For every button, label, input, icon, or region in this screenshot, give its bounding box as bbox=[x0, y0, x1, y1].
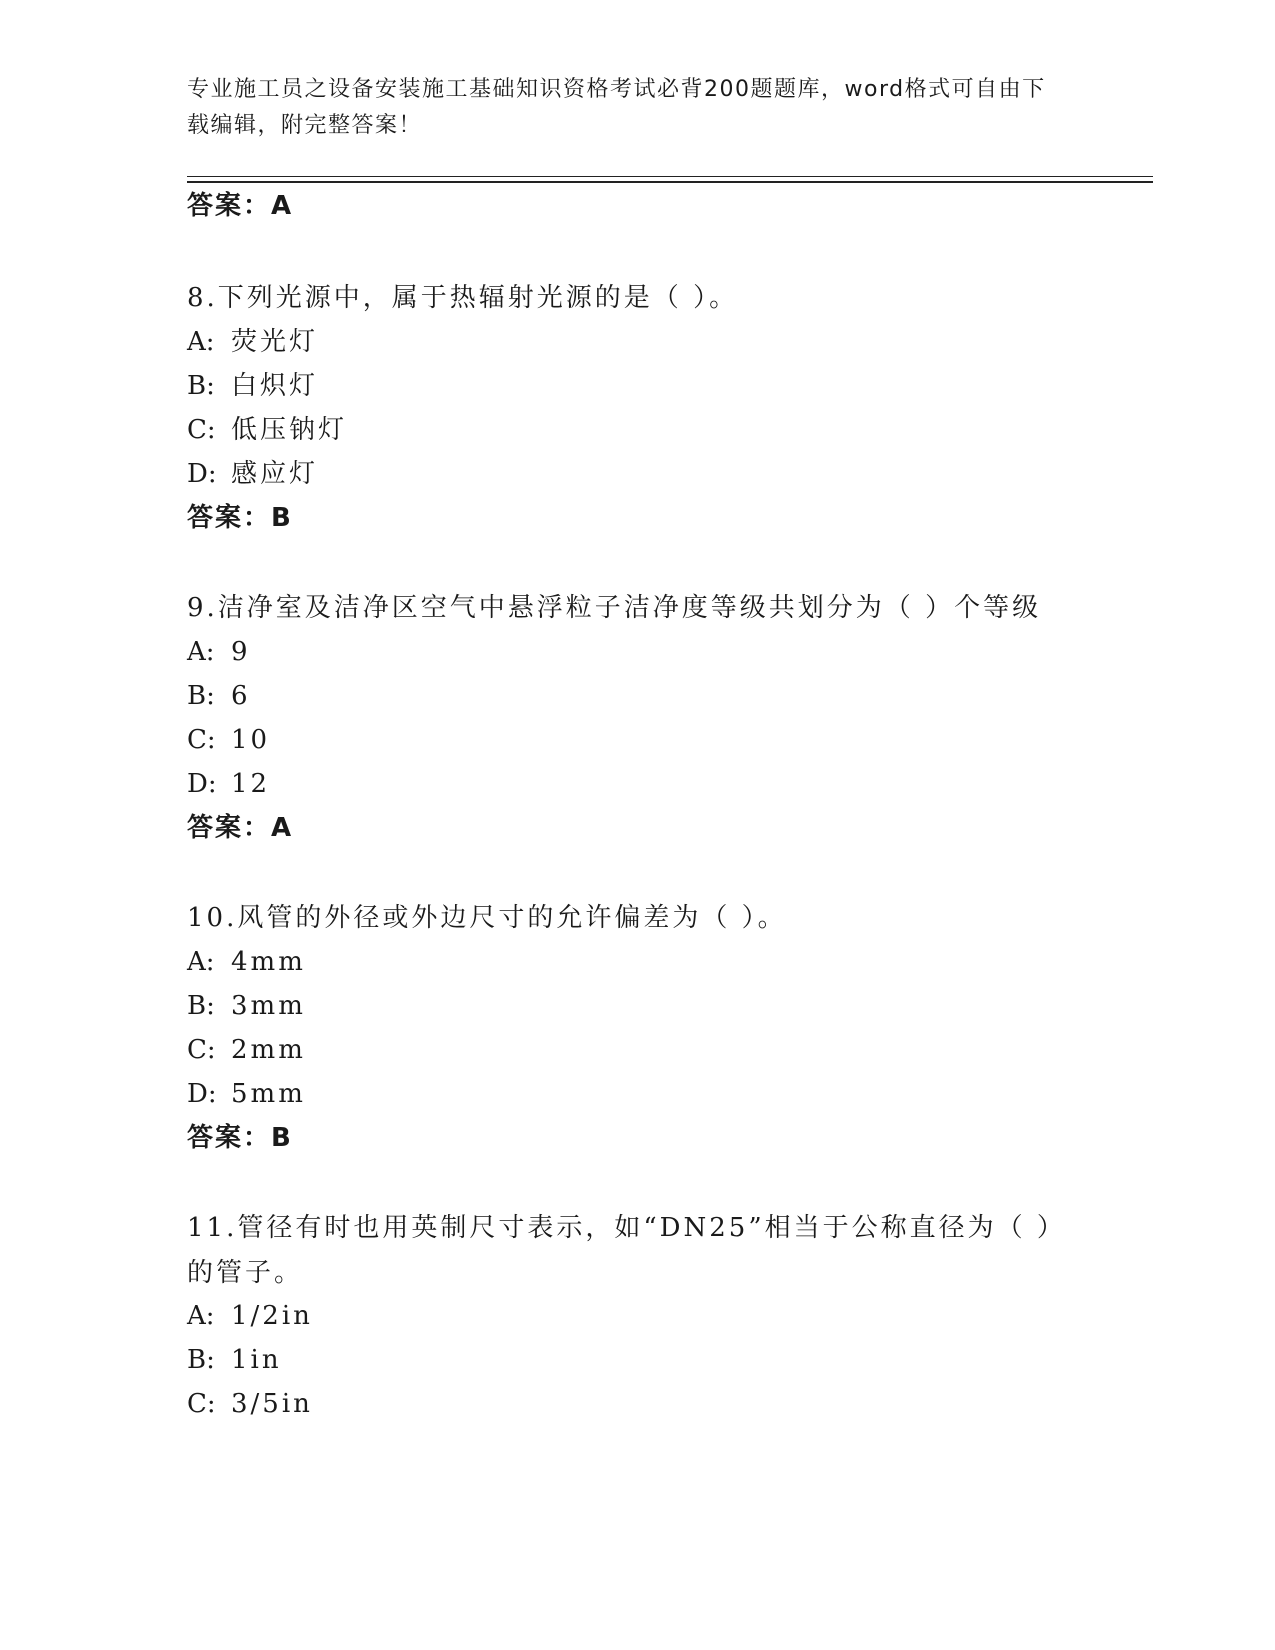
document-header: 专业施工员之设备安装施工基础知识资格考试必背200题题库，word格式可自由下载编辑，附完整答案！ bbox=[187, 77, 1046, 138]
option-text: 3/5in bbox=[231, 1389, 313, 1419]
option-text: 白炽灯 bbox=[231, 371, 319, 401]
option-letter: D: bbox=[187, 459, 217, 489]
question-9-text: 9.洁净室及洁净区空气中悬浮粒子洁净度等级共划分为（ ）个等级 bbox=[187, 593, 1042, 623]
question-9-option-d bbox=[187, 768, 270, 800]
option-letter: A: bbox=[187, 327, 215, 357]
question-8-option-c bbox=[187, 414, 347, 446]
option-text: 10 bbox=[231, 725, 271, 755]
option-letter: B: bbox=[187, 681, 215, 711]
option-letter: A: bbox=[187, 1301, 215, 1331]
option-text: 5mm bbox=[231, 1079, 306, 1109]
question-9-answer: 答案：A bbox=[187, 813, 294, 843]
option-text: 3mm bbox=[231, 991, 306, 1021]
option-text: 12 bbox=[231, 769, 271, 799]
question-8-option-b bbox=[187, 370, 318, 402]
question-11-text: 11.管径有时也用英制尺寸表示，如“DN25”相当于公称直径为（ ）的管子。 bbox=[187, 1213, 1066, 1288]
option-text: 低压钠灯 bbox=[231, 415, 348, 445]
question-8-text: 8.下列光源中，属于热辐射光源的是（ ）。 bbox=[187, 283, 739, 313]
option-letter: D: bbox=[187, 1079, 217, 1109]
question-10-option-a bbox=[187, 946, 306, 978]
option-text: 1/2in bbox=[231, 1301, 313, 1331]
option-letter: A: bbox=[187, 947, 215, 977]
question-11-option-c bbox=[187, 1388, 313, 1420]
question-8-answer: 答案：B bbox=[187, 503, 293, 533]
question-9-option-b bbox=[187, 680, 251, 712]
question-11-option-b bbox=[187, 1344, 282, 1376]
option-letter: C: bbox=[187, 1389, 216, 1419]
option-letter: C: bbox=[187, 415, 216, 445]
option-text: 2mm bbox=[231, 1035, 306, 1065]
option-text: 6 bbox=[231, 681, 251, 711]
option-text: 1in bbox=[231, 1345, 282, 1375]
option-letter: C: bbox=[187, 1035, 216, 1065]
question-8-option-d bbox=[187, 458, 318, 490]
header-rule-thin bbox=[187, 176, 1153, 177]
option-text: 9 bbox=[231, 637, 251, 667]
option-letter: B: bbox=[187, 371, 215, 401]
question-10-text: 10.风管的外径或外边尺寸的允许偏差为（ ）。 bbox=[187, 903, 787, 933]
option-text: 感应灯 bbox=[231, 459, 319, 489]
option-letter: B: bbox=[187, 991, 215, 1021]
option-text: 荧光灯 bbox=[231, 327, 319, 357]
question-11-option-a bbox=[187, 1300, 313, 1332]
question-9-option-c bbox=[187, 724, 270, 756]
answer-prev: 答案：A bbox=[187, 191, 294, 221]
option-letter: D: bbox=[187, 769, 217, 799]
option-letter: A: bbox=[187, 637, 215, 667]
question-9-option-a bbox=[187, 636, 251, 668]
question-10-option-d bbox=[187, 1078, 306, 1110]
option-letter: C: bbox=[187, 725, 216, 755]
option-text: 4mm bbox=[231, 947, 306, 977]
question-10-option-c bbox=[187, 1034, 306, 1066]
question-10-answer: 答案：B bbox=[187, 1123, 293, 1153]
option-letter: B: bbox=[187, 1345, 215, 1375]
question-8-option-a bbox=[187, 326, 318, 358]
header-rule-thick bbox=[187, 181, 1153, 183]
question-10-option-b bbox=[187, 990, 306, 1022]
